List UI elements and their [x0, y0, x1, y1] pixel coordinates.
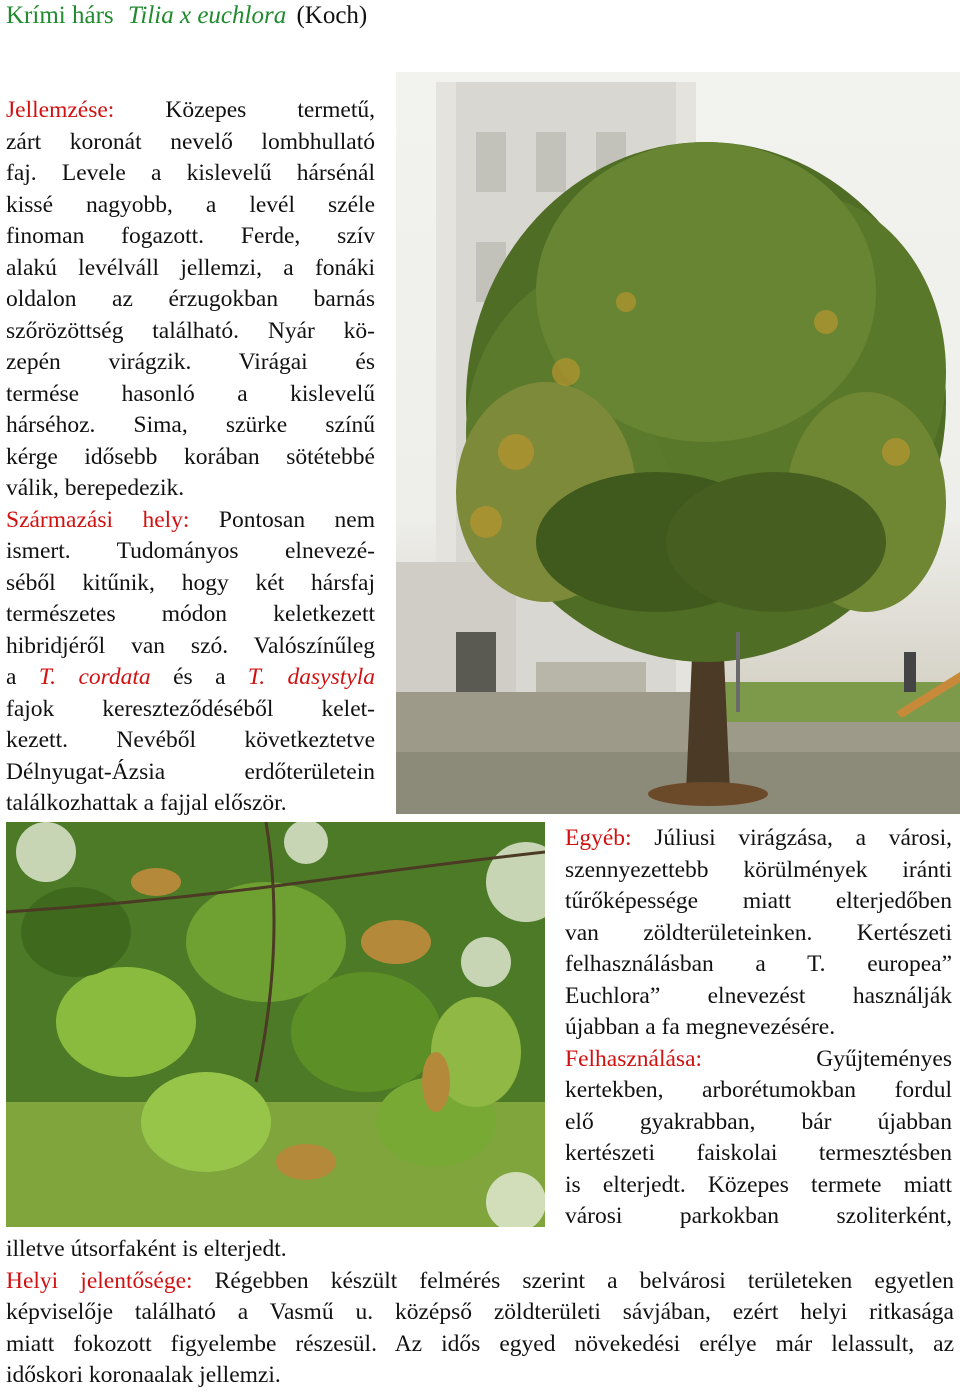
title-latin-name: Tilia x euchlora	[127, 2, 287, 29]
jellemzes-line: válik, berepedezik.	[6, 475, 185, 501]
szarmazas-first: Pontosan nem	[218, 506, 375, 533]
species-line	[6, 662, 375, 694]
right-column-text	[565, 823, 952, 1233]
title-author: (Koch)	[296, 2, 368, 29]
szarmazas-line: ismert. Tudományos elnevezé-	[6, 538, 375, 564]
jellemzes-text-0: Közepes termetű,	[165, 97, 375, 123]
jellemzes-line: hárséhoz. Sima, szürke színű	[6, 412, 375, 438]
egyeb-label: Egyéb:	[565, 825, 632, 851]
species-es-a: és a	[173, 664, 226, 690]
jellemzes-line-1	[6, 95, 375, 127]
felhasznalas-line: városi parkokban szoliterként,	[565, 1203, 952, 1229]
title-common-name: Krími hárs	[6, 2, 114, 29]
szarmazas-line: természetes módon keletkezett	[6, 601, 375, 627]
jellemzes-line: termése hasonló a kislevelű	[6, 380, 375, 407]
szarmazas-end-line: találkozhattak a fajjal először.	[6, 790, 287, 816]
jellemzes-label: Jellemzése:	[6, 97, 115, 123]
jellemzes-line: finoman fogazott. Ferde, szív	[6, 223, 375, 249]
helyi-line: képviselője található a Vasmű u. középső zöldterületi sávjában, ezért helyi ritkasága	[6, 1299, 954, 1325]
page-title	[6, 0, 367, 32]
species-t-cordata: T. cordata	[38, 664, 151, 690]
felhasznalas-first: Gyűjteményes	[816, 1045, 952, 1072]
felhasznalas-label: Felhasználása:	[565, 1045, 703, 1072]
felhasznalas-line: kertészeti faiskolai termesztésben	[565, 1140, 952, 1166]
leaves-photo	[6, 822, 545, 1227]
felhasznalas-continuation: illetve útsorfaként is elterjedt.	[6, 1236, 287, 1262]
felhasznalas-line: kertekben, arborétumokban fordul	[565, 1077, 952, 1103]
helyi-first: Régebben készült felmérés szerint a belvárosi területeken egyetlen	[214, 1267, 954, 1294]
jellemzes-line: faj. Levele a kislevelű hársénál	[6, 160, 375, 186]
jellemzes-line: kissé nagyobb, a levél széle	[6, 191, 375, 218]
jellemzes-line: zepén virágzik. Virágai és	[6, 349, 375, 375]
szarmazas-line: séből kitűnik, hogy két hársfaj	[6, 569, 375, 596]
felhasznalas-line: elő gyakrabban, bár újabban	[565, 1108, 952, 1135]
egyeb-line: szennyezettebb körülmények iránti	[565, 856, 952, 883]
szarmazas-end-line: Délnyugat-Ázsia erdőterületein	[6, 758, 375, 785]
leaves-photo-illustration	[6, 822, 545, 1227]
helyi-line: miatt fokozott figyelembe részesül. Az idős egyed növekedési erélye már lelassult, az	[6, 1330, 954, 1357]
species-a: a	[6, 664, 17, 690]
felhasznalas-line-1	[565, 1044, 952, 1076]
tree-photo-illustration	[396, 72, 960, 814]
jellemzes-line: zárt koronát nevelő lombhullató	[6, 128, 375, 155]
tree-photo	[396, 72, 960, 814]
szarmazas-end-line: fajok kereszteződéséből kelet-	[6, 695, 375, 722]
jellemzes-line: szőrözöttség található. Nyár kö-	[6, 317, 375, 344]
felhasznalas-line: is elterjedt. Közepes termete miatt	[565, 1171, 952, 1198]
jellemzes-line: kérge idősebb korában sötétebbé	[6, 443, 375, 470]
helyi-label: Helyi jelentősége:	[6, 1267, 193, 1294]
jellemzes-line: oldalon az érzugokban barnás	[6, 286, 375, 312]
szarmazas-end-line: kezett. Nevéből következtetve	[6, 727, 375, 753]
species-t-dasystyla: T. dasystyla	[247, 664, 375, 690]
bottom-text	[6, 1234, 954, 1392]
jellemzes-line: alakú levélváll jellemzi, a fonáki	[6, 254, 375, 281]
egyeb-line: felhasználásban a T. europea”	[565, 951, 952, 977]
egyeb-line: újabban a fa megnevezésére.	[565, 1014, 836, 1040]
helyi-line-1	[6, 1266, 954, 1298]
szarmazas-line-1	[6, 505, 375, 537]
egyeb-line-1	[565, 823, 952, 855]
szarmazas-label: Származási hely:	[6, 506, 190, 533]
szarmazas-line: hibridjéről van szó. Valószínűleg	[6, 632, 375, 659]
left-column-text	[6, 95, 375, 820]
egyeb-line: Euchlora” elnevezést használják	[565, 982, 952, 1009]
helyi-line: időskori koronaalak jellemzi.	[6, 1362, 281, 1388]
egyeb-first: Júliusi virágzása, a városi,	[654, 825, 953, 851]
egyeb-line: van zöldterületeinken. Kertészeti	[565, 919, 952, 946]
egyeb-line: tűrőképessége miatt elterjedőben	[565, 888, 952, 914]
